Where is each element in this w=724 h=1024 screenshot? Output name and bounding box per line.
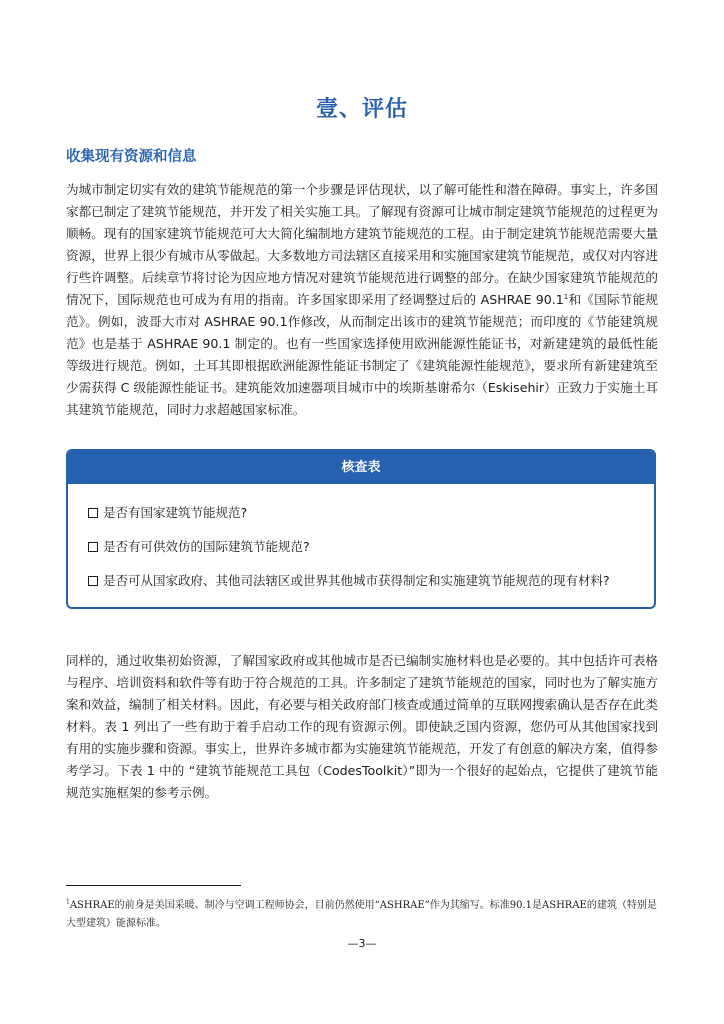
checklist-item bbox=[88, 530, 654, 564]
footnote-marker: 1 bbox=[66, 898, 70, 906]
section-heading: 收集现有资源和信息 bbox=[66, 149, 197, 165]
checklist-item-label: 是否有可供效仿的国际建筑节能规范? bbox=[103, 539, 310, 554]
footnote bbox=[66, 897, 658, 933]
footnote-divider bbox=[66, 885, 241, 886]
checklist-list bbox=[68, 484, 654, 598]
footnote-text: ASHRAE的前身是美国采暖、制冷与空调工程师协会，目前仍然使用“ASHRAE”作为其缩写。标准90.1是ASHRAE的建筑（特别是大型建筑）能源标准。 bbox=[66, 900, 657, 929]
checkbox-icon[interactable] bbox=[88, 508, 98, 518]
resources-paragraph: 同样的，通过收集初始资源，了解国家政府或其他城市是否已编制实施材料也是必要的。其中包括许可表格与程序、培训资料和软件等有助于符合规范的工具。许多制定了建筑节能规范的国家，同时也为了解实施方案和效益，编制了相关材料。因此，有必要与相关政府部门核查或通过简单的互联网搜索确认是否存在此类材料。表 1 列出了一些有助于着手启动工作的现有资源示例。即使缺乏国内资源，您仍可从其他国家找到有用的实施步骤和资源。事实上，世界许多城市都为实施建筑节能规范，开发了有创意的解决方案，值得参考学习。下表 1 中的 “建筑节能规范工具包（CodesToolkit）”即为一个很好的起始点，它提供了建筑节能规范实施框架的参考示例。 bbox=[66, 653, 658, 800]
page-title: 壹、评估 bbox=[315, 97, 408, 122]
intro-paragraph-text-a: 为城市制定切实有效的建筑节能规范的第一个步骤是评估现状，以了解可能性和潜在障碍。事实上，许多国家都已制定了建筑节能规范，并开发了相关实施工具。了解现有资源可让城市制定建筑节能规范的过程更为顺畅。现有的国家建筑节能规范可大大简化编制地方建筑节能规范的工程。由于制定建筑节能规范需要大量资源，世界上很少有城市从零做起。大多数地方司法辖区直接采用和实施国家建筑节能规范，或仅对内容进行些许调整。后续章节将讨论为因应地方情况对建筑节能规范进行调整的部分。在缺少国家建筑节能规范的情况下，国际规范也可成为有用的指南。许多国家即采用了经调整过后的 ASHRAE 90.1 bbox=[66, 182, 658, 307]
checklist-item-label: 是否可从国家政府、其他司法辖区或世界其他城市获得制定和实施建筑节能规范的现有材料? bbox=[103, 573, 610, 588]
checklist-title: 核查表 bbox=[68, 451, 654, 484]
checkbox-icon[interactable] bbox=[88, 542, 98, 552]
checklist-item bbox=[88, 564, 654, 598]
checklist-item-label: 是否有国家建筑节能规范? bbox=[103, 505, 248, 520]
intro-paragraph-text-b: 和《国际节能规范》。例如，波哥大市对 ASHRAE 90.1作修改，从而制定出该市的建筑节能规范；而印度的《节能建筑规范》也是基于 ASHRAE 90.1 制定的。也有一些国家选择使用欧洲能源性能证书，对新建建筑的最低性能等级进行规范。例如，土耳其即根据欧洲能源性能证书制定了《建筑能源性能规范》，要求所有新建建筑至少需获得 C 级能源性能证书。建筑能效加速器项目城市中的埃斯基谢希尔（Eskisehir）正致力于实施土耳其建筑节能规范，同时力求超越国家标准。 bbox=[66, 292, 658, 417]
checklist-box bbox=[66, 449, 656, 609]
page-number: —3— bbox=[347, 937, 377, 950]
checklist-item bbox=[88, 496, 654, 530]
checkbox-icon[interactable] bbox=[88, 576, 98, 586]
intro-paragraph bbox=[66, 179, 658, 421]
footnote-reference: 1 bbox=[563, 292, 569, 301]
